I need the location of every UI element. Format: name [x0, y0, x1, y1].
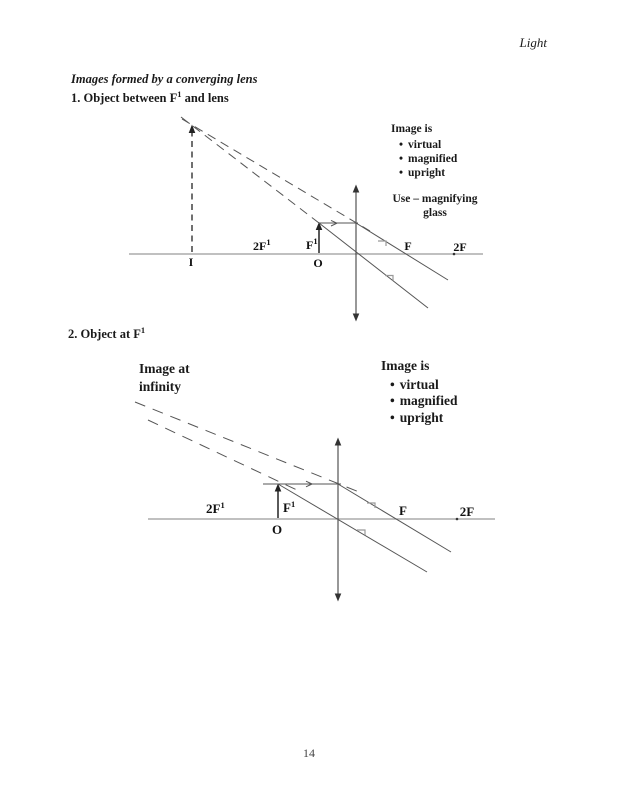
note-bullet: [399, 152, 457, 166]
use-note-line2: glass: [423, 206, 447, 219]
case2-heading-sup: 1: [140, 324, 146, 335]
bullet-icon: •: [390, 409, 395, 425]
lens-arrow-up-icon: [335, 438, 342, 446]
running-header: Light: [519, 35, 547, 50]
use-note-line1: Use – magnifying: [392, 193, 478, 205]
object-arrow: [275, 484, 282, 519]
label-2f-prime: $2F^1$: [253, 237, 271, 253]
case2-heading: [68, 324, 146, 342]
image-at-infinity-label: [139, 360, 190, 395]
dashed-extension-central-ray: [148, 420, 299, 491]
page-number: 14: [303, 746, 315, 760]
case1-heading-post: and lens: [181, 91, 229, 105]
label-image-I: I: [188, 255, 194, 269]
label-2f: 2F: [459, 504, 475, 519]
ray-diagram-1: [90, 110, 590, 340]
ray-diagram-2: [100, 392, 580, 648]
note-bullet: [399, 166, 457, 180]
case1-heading-sup: 1: [177, 88, 182, 99]
axis-point-2f: [456, 518, 459, 521]
image-arrowhead-icon: [189, 125, 196, 134]
lens-arrow-down-icon: [335, 594, 342, 602]
note-title: Image is: [391, 123, 433, 135]
bullet-text: upright: [408, 167, 446, 179]
dashed-extension-focal-ray: [182, 119, 370, 231]
bullet-icon: •: [399, 139, 404, 151]
object-arrowhead-icon: [275, 484, 282, 492]
focal-ray: [338, 484, 451, 552]
bullet-text: virtual: [408, 139, 442, 151]
note-bullet: [399, 138, 457, 152]
use-note: [389, 193, 481, 220]
dashed-extension-focal-ray: [135, 402, 364, 494]
label-2f: 2F: [453, 240, 467, 254]
label-f-prime: $F^1$: [306, 236, 318, 252]
label-origin-O: O: [313, 256, 323, 270]
lens-arrow-down-icon: [353, 314, 360, 322]
bullet-icon: •: [390, 393, 395, 408]
dashed-extension-central-ray: [181, 117, 319, 223]
lens-line: [353, 185, 360, 322]
bullet-icon: •: [399, 167, 404, 179]
virtual-image-arrow: [189, 125, 196, 253]
note-bullet: [390, 377, 458, 394]
section-title: Images formed by a converging lens: [71, 72, 258, 86]
case1-heading-pre: 1. Object between F: [71, 91, 178, 105]
bullet-icon: •: [390, 376, 395, 392]
case2-heading-pre: 2. Object at F: [68, 327, 141, 341]
central-ray: [278, 484, 427, 572]
note-title: Image is: [381, 358, 430, 373]
bullet-text: upright: [399, 409, 444, 425]
focal-ray-direction-mark-icon: [378, 241, 386, 246]
bullet-text: virtual: [399, 376, 439, 392]
label-f-prime: $F^1$: [283, 499, 296, 515]
image-at-infinity-line1: Image at: [139, 361, 190, 376]
label-f: F: [399, 503, 407, 518]
bullet-icon: •: [399, 153, 404, 165]
focal-ray: [356, 223, 448, 280]
label-origin-O: O: [271, 522, 283, 537]
lens-arrow-up-icon: [353, 185, 360, 193]
label-f: F: [404, 239, 412, 253]
diagram1-notes: [391, 122, 457, 180]
label-2f-prime: $2F^1$: [206, 500, 225, 516]
central-ray: [319, 223, 428, 308]
image-at-infinity-line2: infinity: [139, 378, 182, 394]
bullet-text: magnified: [399, 393, 458, 408]
case1-heading: [71, 88, 229, 106]
bullet-text: magnified: [408, 153, 458, 165]
